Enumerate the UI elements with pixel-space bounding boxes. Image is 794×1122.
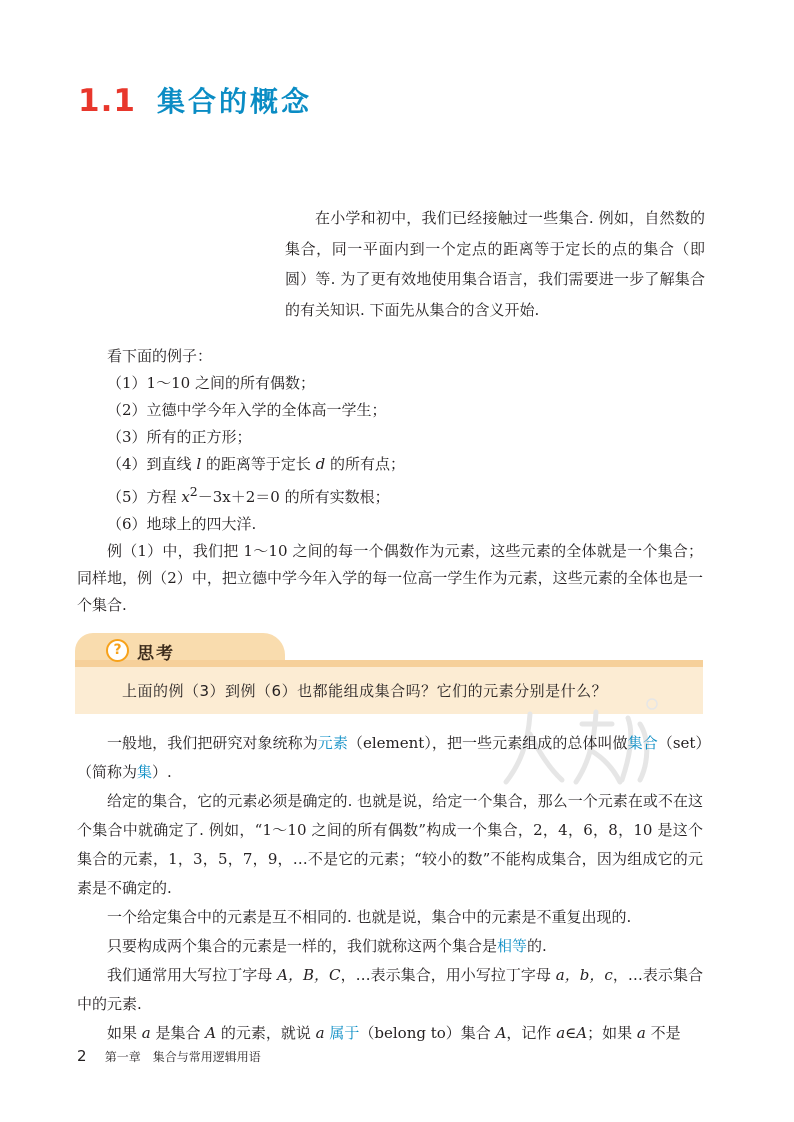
question-circle-icon: ?	[106, 639, 129, 662]
paragraph-definition: 一般地，我们把研究对象统称为元素（element），把一些元素组成的总体叫做集合（set）（简称为集）.	[77, 734, 703, 781]
example-item-3: （3）所有的正方形；	[107, 428, 252, 446]
example-item-5: （5）方程 $x^2-3x+2=0$ 的所有实数根；	[107, 484, 390, 506]
section-title: 集合的概念	[157, 85, 313, 118]
paragraph-equal: 只要构成两个集合的元素是一样的，我们就称这两个集合是相等的.	[107, 937, 547, 955]
think-label: 思考	[137, 644, 175, 664]
paragraph-distinct: 一个给定集合中的元素是互不相同的. 也就是说，集合中的元素是不重复出现的.	[107, 908, 632, 926]
section-heading	[78, 80, 312, 120]
term-belong: 属于	[324, 1024, 360, 1042]
intro-paragraph	[285, 203, 705, 325]
intro-text: 在小学和初中，我们已经接触过一些集合. 例如，自然数的集合，同一平面内到一个定点的距离等于定长的点的集合（即圆）等. 为了更有效地使用集合语言，我们需要进一步了解集合的有关知识. 下面先从集合的含义开始.	[285, 209, 705, 319]
var-l: l	[196, 455, 202, 473]
term-equal: 相等	[497, 937, 528, 955]
paragraph-belong: 如果 a 是集合 A 的元素，就说 a 属于（belong to）集合 A，记作 a∈A；如果 a 不是	[107, 1024, 681, 1042]
term-set: 集合	[627, 734, 658, 752]
paragraph-notation: 我们通常用大写拉丁字母 A，B，C，…表示集合，用小写拉丁字母 a，b，c，…表示集合中的元素.	[77, 966, 703, 1013]
term-set-short: 集	[137, 763, 153, 781]
term-element: 元素	[317, 734, 348, 752]
examples-block	[77, 343, 703, 619]
example-item-2: （2）立德中学今年入学的全体高一学生；	[107, 401, 387, 419]
capital-letters: A，B，C	[277, 966, 341, 984]
page-number: 2	[77, 1047, 87, 1065]
example-item-4: （4）到直线 l 的距离等于定长 d 的所有点；	[107, 455, 406, 473]
page-footer	[77, 1047, 261, 1065]
examples-lead: 看下面的例子：	[107, 347, 213, 365]
example-item-1: （1）1～10 之间的所有偶数；	[107, 374, 315, 392]
chapter-title: 第一章 集合与常用逻辑用语	[104, 1050, 261, 1064]
think-question: 上面的例（3）到例（6）也都能组成集合吗？它们的元素分别是什么？	[122, 682, 608, 700]
lowercase-letters: a，b，c	[555, 966, 613, 984]
example-item-6: （6）地球上的四大洋.	[107, 515, 257, 533]
section-number: 1.1	[78, 83, 136, 119]
var-d: d	[315, 455, 326, 473]
exponent: 2	[189, 484, 198, 499]
belong-expression: a∈A	[556, 1024, 588, 1042]
paragraph-examples-explanation: 例（1）中，我们把 1～10 之间的每一个偶数作为元素，这些元素的全体就是一个集合；同样地，例（2）中，把立德中学今年入学的每一位高一学生作为元素，这些元素的全体也是一个集合.	[77, 542, 703, 614]
var-x: x	[181, 488, 190, 506]
paragraph-determinate: 给定的集合，它的元素必须是确定的. 也就是说，给定一个集合，那么一个元素在或不在这个集合中就确定了. 例如，“1～10 之间的所有偶数”构成一个集合，2，4，6，8，10 是这个集合的元素，1，3，5，7，9，…不是它的元素；“较小的数”不能构成集合，因为组成它的元素是不确定的.	[77, 792, 703, 897]
definitions-block	[77, 729, 703, 1048]
